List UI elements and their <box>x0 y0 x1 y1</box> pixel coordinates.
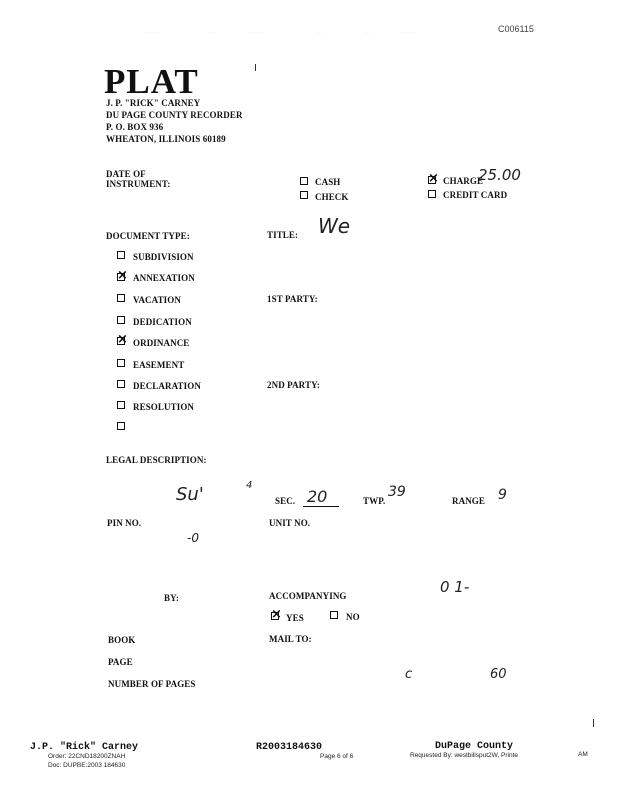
yes-label: YES <box>286 613 304 623</box>
doctype-checkbox-annexation[interactable] <box>117 273 125 281</box>
footer-page: Page 6 of 6 <box>320 753 354 760</box>
range-value: 9 <box>498 487 507 503</box>
number-of-pages-label: NUMBER OF PAGES <box>108 679 196 689</box>
pin-label: PIN NO. <box>107 518 142 528</box>
pin-handwritten: -0 <box>187 531 199 545</box>
credit-card-checkbox[interactable] <box>428 190 436 198</box>
doctype-label-ordinance: ORDINANCE <box>133 338 190 348</box>
charge-amount-handwritten: 25.00 <box>478 166 521 184</box>
footer-am: AM <box>578 751 588 758</box>
header-strip-2: ......... <box>208 30 216 34</box>
recorder-box: P. O. BOX 936 <box>106 122 164 132</box>
header-strip-3: ............... <box>250 30 263 34</box>
doctype-label-easement: EASEMENT <box>133 360 185 370</box>
second-party-label: 2ND PARTY: <box>267 380 320 390</box>
sec-value: 20 <box>303 487 339 507</box>
by-label: BY: <box>164 593 179 603</box>
doctype-label-vacation: VACATION <box>133 295 181 305</box>
footer-doc: Doc: DUPBE:2003 184630 <box>48 762 126 769</box>
footer-county: DuPage County <box>435 741 514 752</box>
footer-requested-by: Requested By: westbillsput2W, Printe <box>410 752 519 759</box>
doctype-checkbox-easement[interactable] <box>117 359 125 367</box>
header-strip-4: .......... <box>315 30 324 34</box>
doctype-checkbox-subdivision[interactable] <box>117 251 125 259</box>
legal-handwritten: Su' <box>176 484 204 505</box>
doctype-label-resolution: RESOLUTION <box>133 402 195 412</box>
book-label: BOOK <box>108 635 136 645</box>
doctype-checkbox-ordinance[interactable] <box>117 337 125 345</box>
doctype-label-declaration: DECLARATION <box>133 381 201 391</box>
no-label: NO <box>346 612 360 622</box>
page-title: PLAT <box>104 62 199 101</box>
doctype-checkbox-resolution[interactable] <box>117 401 125 409</box>
doctype-checkbox-dedication[interactable] <box>117 316 125 324</box>
twp-label: TWP. <box>363 496 386 506</box>
tick-mark <box>255 64 256 71</box>
header-strip-1: ...................... <box>143 30 162 34</box>
yes-checkbox[interactable] <box>271 612 279 620</box>
pages-handwritten-2: 60 <box>490 667 507 682</box>
recorder-city: WHEATON, ILLINOIS 60189 <box>106 134 226 144</box>
range-label: RANGE <box>452 496 486 506</box>
page-label: PAGE <box>108 657 133 667</box>
twp-value: 39 <box>388 484 406 500</box>
check-checkbox[interactable] <box>300 191 308 199</box>
legal-description-label: LEGAL DESCRIPTION: <box>106 455 207 465</box>
doctype-checkbox-other[interactable] <box>117 422 125 430</box>
accompanying-handwritten: 0 1- <box>440 578 470 596</box>
pages-handwritten-1: c <box>405 667 413 682</box>
check-label: CHECK <box>315 192 349 202</box>
cash-checkbox[interactable] <box>300 177 308 185</box>
doctype-label-subdivision: SUBDIVISION <box>133 252 194 262</box>
mail-to-label: MAIL TO: <box>269 634 312 644</box>
header-strip-5: .......... <box>363 30 372 34</box>
first-party-label: 1ST PARTY: <box>267 294 318 304</box>
footer-order: Order: 22CND18200ZNAH <box>48 753 126 760</box>
cash-label: CASH <box>315 177 341 187</box>
document-id: C006115 <box>498 24 534 34</box>
recorder-name: J. P. "RICK" CARNEY <box>106 98 201 108</box>
document-type-label: DOCUMENT TYPE: <box>106 231 190 241</box>
sec-label: SEC. <box>275 496 296 506</box>
credit-card-label: CREDIT CARD <box>443 190 508 200</box>
title-handwritten: We <box>318 214 351 238</box>
doctype-label-annexation: ANNEXATION <box>133 273 195 283</box>
instrument-label: INSTRUMENT: <box>106 179 171 189</box>
recorder-title: DU PAGE COUNTY RECORDER <box>106 110 243 120</box>
no-checkbox[interactable] <box>330 611 338 619</box>
header-strip-6: .................... <box>402 30 419 34</box>
charge-label: CHARGE <box>443 176 484 186</box>
title-label: TITLE: <box>267 230 299 240</box>
date-of-label: DATE OF <box>106 169 146 179</box>
footer-recorder-name: J.P. "Rick" Carney <box>30 742 139 753</box>
doctype-checkbox-declaration[interactable] <box>117 380 125 388</box>
accompanying-label: ACCOMPANYING <box>269 591 347 601</box>
charge-checkbox[interactable] <box>428 176 436 184</box>
margin-tick <box>593 719 594 727</box>
doctype-checkbox-vacation[interactable] <box>117 294 125 302</box>
unit-label: UNIT NO. <box>269 518 311 528</box>
legal-handwritten-mark: 4 <box>246 480 253 491</box>
footer-doc-number: R2003184630 <box>256 742 323 753</box>
doctype-label-dedication: DEDICATION <box>133 317 192 327</box>
